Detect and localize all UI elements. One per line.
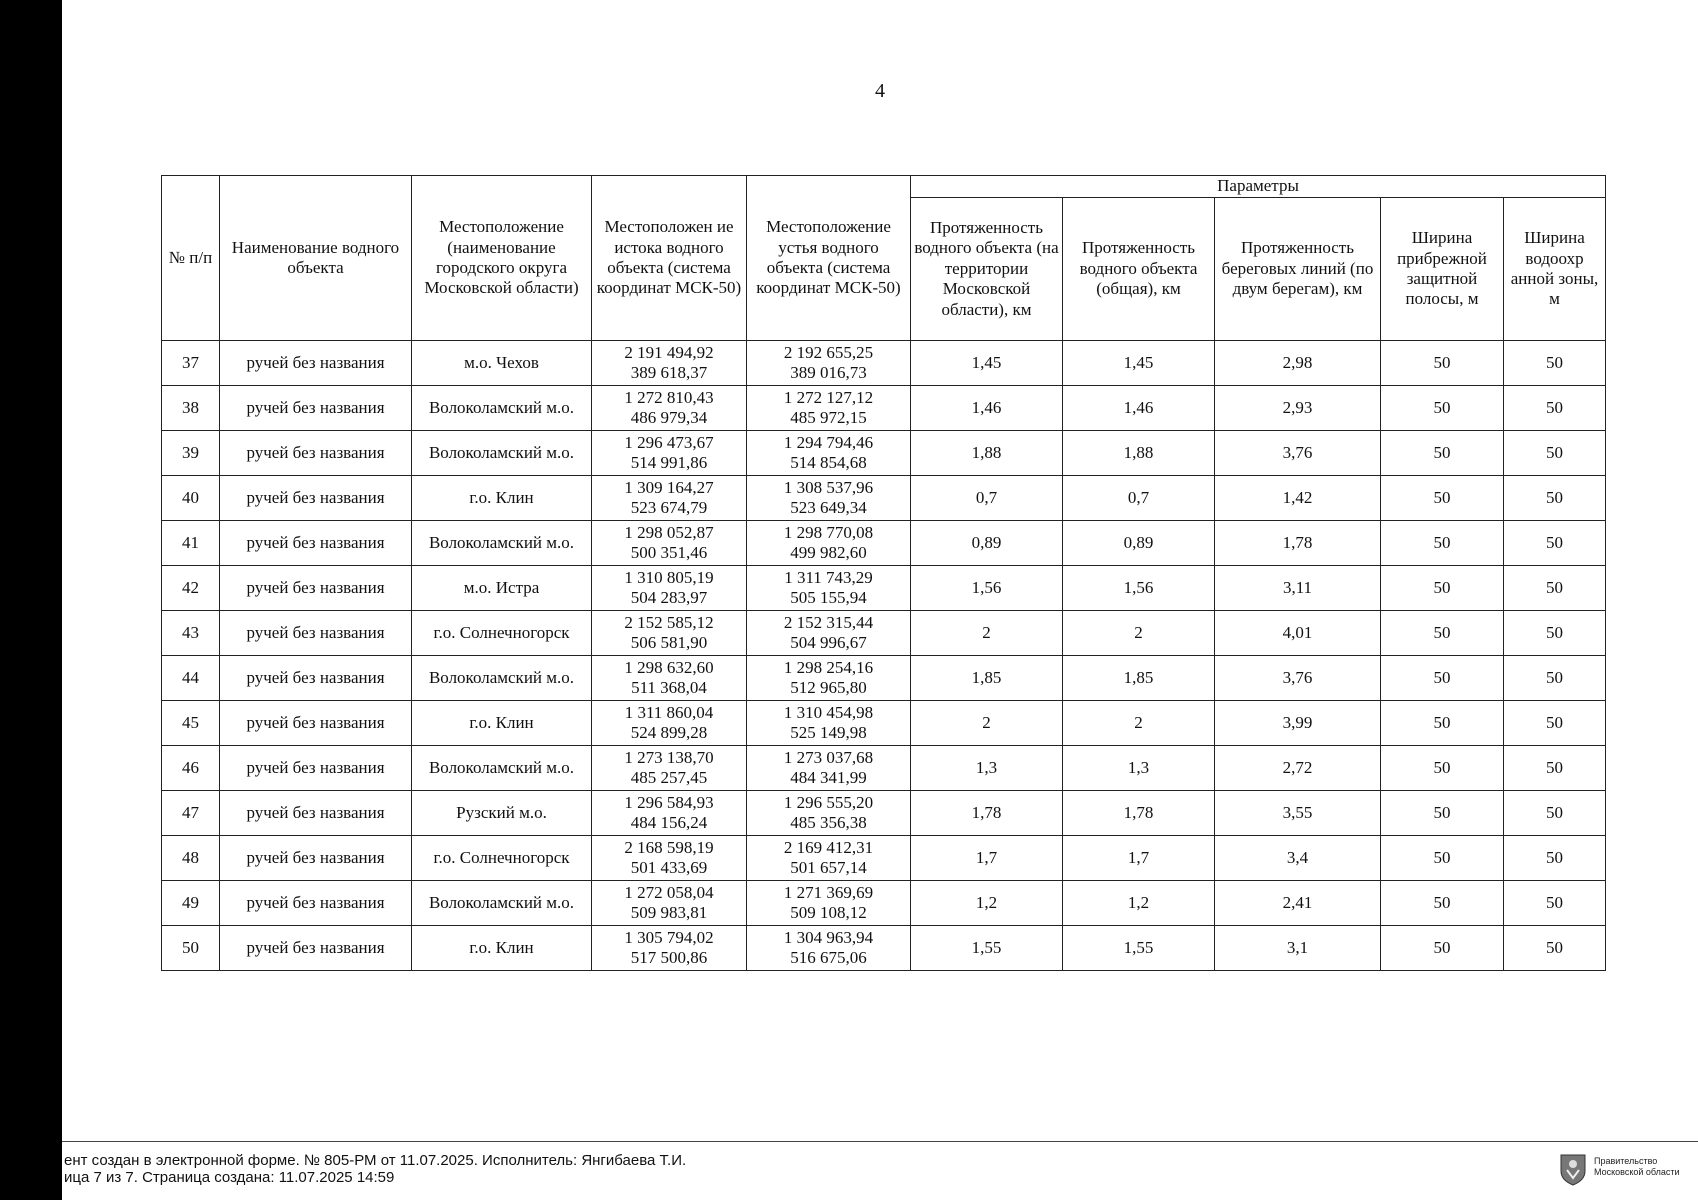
cell-source-coords [592,836,747,881]
cell-protection-width: 50 [1504,746,1606,791]
cell-length-total: 1,7 [1063,836,1215,881]
cell-num: 41 [162,521,220,566]
cell-length-region: 2 [911,611,1063,656]
cell-mouth-coords [747,566,911,611]
cell-shoreline: 3,11 [1215,566,1381,611]
table-row [162,701,1606,746]
table-row [162,476,1606,521]
cell-length-total: 1,55 [1063,926,1215,971]
cell-name: ручей без названия [220,476,412,521]
cell-length-total: 1,46 [1063,386,1215,431]
gov-caption-line-2: Московской области [1594,1167,1680,1177]
cell-mouth-coords [747,431,911,476]
cell-mouth-coords [747,656,911,701]
cell-coastal-width: 50 [1381,701,1504,746]
header-row-top [162,176,1606,198]
cell-shoreline: 3,99 [1215,701,1381,746]
source-x: 1 311 860,04 [624,703,714,723]
mouth-y: 509 108,12 [790,903,867,922]
cell-protection-width: 50 [1504,791,1606,836]
source-y: 484 156,24 [630,813,708,832]
footer-line-2: ица 7 из 7. Страница создана: 11.07.2025 14:59 [64,1169,395,1186]
cell-name: ручей без названия [220,611,412,656]
cell-source-coords [592,791,747,836]
col-header-shoreline: Протяженность береговых линий (по двум берегам), км [1215,198,1381,341]
cell-mouth-coords [747,881,911,926]
cell-shoreline: 3,55 [1215,791,1381,836]
cell-mouth-coords [747,791,911,836]
source-x: 1 298 632,60 [624,658,714,678]
cell-source-coords [592,341,747,386]
source-y: 485 257,45 [630,768,708,787]
cell-protection-width: 50 [1504,836,1606,881]
cell-coastal-width: 50 [1381,746,1504,791]
cell-protection-width: 50 [1504,386,1606,431]
cell-location: м.о. Истра [412,566,592,611]
cell-location: Волоколамский м.о. [412,746,592,791]
source-y: 486 979,34 [630,408,708,427]
cell-coastal-width: 50 [1381,611,1504,656]
col-header-protection-width: Ширина водоохр анной зоны, м [1504,198,1606,341]
col-header-mouth: Местоположение устья водного объекта (система координат МСК-50) [747,176,911,341]
cell-length-total: 1,56 [1063,566,1215,611]
cell-length-total: 0,89 [1063,521,1215,566]
mouth-y: 485 972,15 [790,408,867,427]
table-row [162,341,1606,386]
table-row [162,386,1606,431]
cell-shoreline: 2,98 [1215,341,1381,386]
footer-divider [62,1141,1698,1142]
cell-length-region: 1,78 [911,791,1063,836]
cell-length-region: 1,46 [911,386,1063,431]
cell-num: 50 [162,926,220,971]
col-header-location: Местоположение (наименование городского округа Московской области) [412,176,592,341]
cell-num: 42 [162,566,220,611]
mouth-x: 1 294 794,46 [783,433,874,453]
cell-num: 44 [162,656,220,701]
cell-length-region: 1,3 [911,746,1063,791]
cell-shoreline: 3,4 [1215,836,1381,881]
water-objects-table [161,175,1606,971]
mouth-x: 1 298 254,16 [783,658,874,678]
cell-source-coords [592,521,747,566]
cell-location: г.о. Клин [412,476,592,521]
cell-coastal-width: 50 [1381,521,1504,566]
source-x: 1 296 473,67 [624,433,714,453]
cell-location: Волоколамский м.о. [412,431,592,476]
cell-name: ручей без названия [220,566,412,611]
cell-num: 49 [162,881,220,926]
cell-length-region: 0,89 [911,521,1063,566]
source-x: 1 309 164,27 [624,478,714,498]
cell-length-total: 1,2 [1063,881,1215,926]
mouth-y: 523 649,34 [790,498,867,517]
cell-length-total: 2 [1063,701,1215,746]
cell-length-total: 1,78 [1063,791,1215,836]
cell-location: г.о. Солнечногорск [412,836,592,881]
table-row [162,926,1606,971]
mouth-x: 1 273 037,68 [783,748,874,768]
cell-protection-width: 50 [1504,476,1606,521]
cell-name: ручей без названия [220,386,412,431]
source-y: 523 674,79 [630,498,708,517]
cell-coastal-width: 50 [1381,881,1504,926]
col-header-source: Местоположен ие истока водного объекта (система координат МСК-50) [592,176,747,341]
cell-source-coords [592,701,747,746]
cell-coastal-width: 50 [1381,566,1504,611]
col-header-coastal-width: Ширина прибрежной защитной полосы, м [1381,198,1504,341]
cell-source-coords [592,881,747,926]
mouth-x: 1 304 963,94 [783,928,874,948]
cell-num: 39 [162,431,220,476]
cell-length-region: 1,88 [911,431,1063,476]
cell-location: Волоколамский м.о. [412,656,592,701]
table-row [162,521,1606,566]
cell-protection-width: 50 [1504,521,1606,566]
cell-mouth-coords [747,521,911,566]
cell-num: 40 [162,476,220,521]
cell-num: 48 [162,836,220,881]
source-y: 501 433,69 [630,858,708,877]
mouth-x: 1 308 537,96 [783,478,874,498]
cell-mouth-coords [747,611,911,656]
cell-length-total: 2 [1063,611,1215,656]
cell-source-coords [592,611,747,656]
cell-length-total: 1,85 [1063,656,1215,701]
coat-of-arms-icon [1558,1153,1588,1186]
cell-coastal-width: 50 [1381,926,1504,971]
cell-length-total: 1,3 [1063,746,1215,791]
cell-shoreline: 3,1 [1215,926,1381,971]
table-row [162,836,1606,881]
cell-length-region: 1,85 [911,656,1063,701]
cell-coastal-width: 50 [1381,431,1504,476]
cell-name: ручей без названия [220,701,412,746]
cell-mouth-coords [747,926,911,971]
cell-name: ручей без названия [220,341,412,386]
cell-source-coords [592,386,747,431]
source-y: 504 283,97 [630,588,708,607]
footer-stamp [64,1152,686,1186]
mouth-x: 1 272 127,12 [783,388,874,408]
mouth-x: 1 310 454,98 [783,703,874,723]
source-x: 1 272 810,43 [624,388,714,408]
mouth-x: 2 169 412,31 [783,838,874,858]
mouth-x: 1 271 369,69 [783,883,874,903]
table-body [162,341,1606,971]
mouth-x: 1 296 555,20 [783,793,874,813]
mouth-y: 512 965,80 [790,678,867,697]
table-row [162,881,1606,926]
cell-length-region: 2 [911,701,1063,746]
cell-name: ручей без названия [220,791,412,836]
table-row [162,611,1606,656]
cell-protection-width: 50 [1504,701,1606,746]
cell-source-coords [592,926,747,971]
cell-source-coords [592,746,747,791]
mouth-x: 2 152 315,44 [783,613,874,633]
table-row [162,746,1606,791]
source-x: 2 191 494,92 [624,343,714,363]
source-y: 524 899,28 [630,723,708,742]
cell-location: г.о. Клин [412,701,592,746]
mouth-y: 501 657,14 [790,858,867,877]
cell-coastal-width: 50 [1381,386,1504,431]
cell-mouth-coords [747,341,911,386]
cell-location: Волоколамский м.о. [412,521,592,566]
cell-length-region: 1,45 [911,341,1063,386]
source-y: 506 581,90 [630,633,708,652]
cell-protection-width: 50 [1504,881,1606,926]
cell-location: Волоколамский м.о. [412,386,592,431]
source-y: 389 618,37 [630,363,708,382]
mouth-y: 499 982,60 [790,543,867,562]
cell-length-total: 1,45 [1063,341,1215,386]
mouth-y: 525 149,98 [790,723,867,742]
cell-shoreline: 3,76 [1215,431,1381,476]
cell-num: 38 [162,386,220,431]
cell-name: ручей без названия [220,926,412,971]
table-row [162,656,1606,701]
cell-location: м.о. Чехов [412,341,592,386]
cell-shoreline: 2,72 [1215,746,1381,791]
cell-shoreline: 3,76 [1215,656,1381,701]
cell-shoreline: 4,01 [1215,611,1381,656]
cell-location: Волоколамский м.о. [412,881,592,926]
cell-num: 47 [162,791,220,836]
cell-name: ручей без названия [220,521,412,566]
cell-mouth-coords [747,386,911,431]
mouth-x: 2 192 655,25 [783,343,874,363]
gov-caption [1594,1156,1680,1178]
cell-name: ручей без названия [220,656,412,701]
scan-border [0,0,62,1200]
cell-location: Рузский м.о. [412,791,592,836]
cell-protection-width: 50 [1504,656,1606,701]
cell-num: 46 [162,746,220,791]
table-row [162,431,1606,476]
source-x: 1 273 138,70 [624,748,714,768]
cell-protection-width: 50 [1504,566,1606,611]
cell-num: 37 [162,341,220,386]
cell-length-region: 1,55 [911,926,1063,971]
col-header-name: Наименование водного объекта [220,176,412,341]
cell-protection-width: 50 [1504,611,1606,656]
col-header-params: Параметры [911,176,1606,198]
mouth-x: 1 298 770,08 [783,523,874,543]
source-x: 1 296 584,93 [624,793,714,813]
mouth-y: 516 675,06 [790,948,867,967]
source-x: 1 310 805,19 [624,568,714,588]
source-y: 514 991,86 [630,453,708,472]
cell-num: 45 [162,701,220,746]
source-y: 511 368,04 [631,678,707,697]
cell-shoreline: 2,93 [1215,386,1381,431]
cell-length-region: 1,7 [911,836,1063,881]
gov-caption-line-1: Правительство [1594,1156,1658,1166]
cell-shoreline: 2,41 [1215,881,1381,926]
cell-source-coords [592,566,747,611]
cell-source-coords [592,431,747,476]
cell-coastal-width: 50 [1381,836,1504,881]
cell-coastal-width: 50 [1381,341,1504,386]
cell-mouth-coords [747,746,911,791]
mouth-y: 505 155,94 [790,588,867,607]
cell-name: ручей без названия [220,746,412,791]
source-y: 509 983,81 [630,903,708,922]
mouth-x: 1 311 743,29 [784,568,873,588]
cell-mouth-coords [747,476,911,521]
cell-length-total: 0,7 [1063,476,1215,521]
cell-shoreline: 1,42 [1215,476,1381,521]
cell-name: ручей без названия [220,431,412,476]
mouth-y: 485 356,38 [790,813,867,832]
cell-source-coords [592,476,747,521]
col-header-num: № п/п [162,176,220,341]
cell-coastal-width: 50 [1381,791,1504,836]
cell-length-region: 1,56 [911,566,1063,611]
cell-coastal-width: 50 [1381,656,1504,701]
table-row [162,566,1606,611]
source-x: 1 305 794,02 [624,928,714,948]
cell-source-coords [592,656,747,701]
cell-length-region: 1,2 [911,881,1063,926]
source-x: 2 168 598,19 [624,838,714,858]
cell-coastal-width: 50 [1381,476,1504,521]
col-header-length-total: Протяженность водного объекта (общая), км [1063,198,1215,341]
source-x: 1 272 058,04 [624,883,714,903]
mouth-y: 389 016,73 [790,363,867,382]
source-y: 500 351,46 [630,543,708,562]
mouth-y: 514 854,68 [790,453,867,472]
cell-shoreline: 1,78 [1215,521,1381,566]
cell-mouth-coords [747,836,911,881]
cell-num: 43 [162,611,220,656]
cell-mouth-coords [747,701,911,746]
cell-location: г.о. Клин [412,926,592,971]
source-y: 517 500,86 [630,948,708,967]
page-number: 4 [875,80,885,102]
table-row [162,791,1606,836]
cell-name: ручей без названия [220,836,412,881]
cell-length-region: 0,7 [911,476,1063,521]
cell-protection-width: 50 [1504,431,1606,476]
footer-line-1: ент создан в электронной форме. № 805-РМ от 11.07.2025. Исполнитель: Янгибаева Т.И. [64,1152,687,1169]
cell-location: г.о. Солнечногорск [412,611,592,656]
cell-length-total: 1,88 [1063,431,1215,476]
source-x: 1 298 052,87 [624,523,714,543]
mouth-y: 484 341,99 [790,768,867,787]
source-x: 2 152 585,12 [624,613,714,633]
mouth-y: 504 996,67 [790,633,867,652]
cell-protection-width: 50 [1504,926,1606,971]
cell-protection-width: 50 [1504,341,1606,386]
cell-name: ручей без названия [220,881,412,926]
col-header-length-region: Протяженность водного объекта (на территории Московской области), км [911,198,1063,341]
